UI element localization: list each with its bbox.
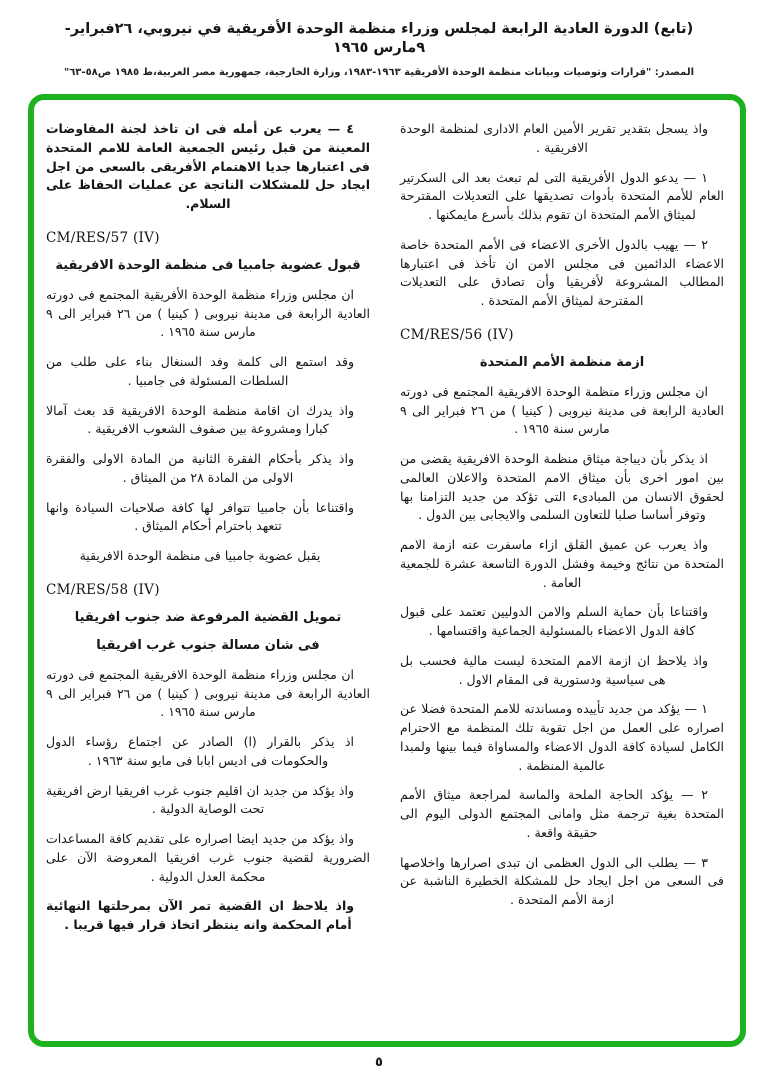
paragraph: واذ يؤكد من جديد ان اقليم جنوب غرب افريقيا ارض افريقية تحت الوصاية الدولية . — [46, 782, 354, 817]
paragraph: ٢ — يهيب بالدول الأخرى الاعضاء فى الأمم المتحدة خاصة الاعضاء الدائمين فى مجلس الامن ان تأخذ فى اعتبارها المطالب المشروعة لأفريقيا وأن تصادق على التعديلات المقترحة لميثاق الأمم المتحدة . — [400, 236, 724, 308]
paragraph: ان مجلس وزراء منظمة الوحدة الافريقية المجتمع فى دورته العادية الرابعة فى مدينة نيروبى ( كينيا ) من ٢٦ فبراير الى ٩ مارس سنة ١٩٦٥ . — [46, 666, 370, 720]
paragraph: اذ يذكر بالقرار (ا) الصادر عن اجتماع رؤساء الدول والحكومات فى اديس ابابا فى مايو سنة ١٩٦٣ . — [46, 734, 354, 768]
page-header — [0, 0, 758, 78]
paragraph: ٢ — يؤكد الحاجة الملحة والماسة لمراجعة ميثاق الأمم المتحدة بغية ترجمة مثل وامانى المجتمع الدولى اليوم الى حقيقة واقعة . — [400, 787, 724, 840]
paragraph: ١ — يدعو الدول الأفريقية التى لم تبعث بعد الى السكرتير العام للأمم المتحدة بأدوات تصديقها على التعديلات المقترحة لميثاق الأمم المتحدة ان تقوم بذلك بأسرع مايمكنها . — [400, 169, 724, 222]
paragraph: واذ يذكر بأحكام الفقرة الثانية من المادة الاولى والفقرة الاولى من المادة ٢٨ من الميثاق . — [46, 451, 354, 485]
resolution-heading: تمويل القضية المرفوعة ضد جنوب افريقيا — [74, 609, 342, 625]
resolution-ref: CM/RES/56 (IV) — [400, 326, 514, 343]
resolution-ref: CM/RES/57 (IV) — [46, 229, 160, 246]
paragraph: ١ — يؤكد من جديد تأييده ومساندته للامم المتحدة فضلا عن اصراره على العمل من اجل تقوية تلك المنظمة مع الاحترام الكامل لسيادة كافة الدول الاعضاء والمساواة فيما بينها ولمبدا عالمية المنظمة . — [400, 701, 724, 773]
column-left — [46, 120, 370, 1031]
resolution-heading: قبول عضوية جامبيا فى منظمة الوحدة الافريقية — [55, 257, 361, 273]
column-right — [400, 120, 724, 1031]
document-source-line: المصدر: "قرارات وتوصيات وبيانات منظمة الوحدة الأفريقية ١٩٦٣-١٩٨٣، وزارة الخارجية، جمهورية مصر العربية،ط ١٩٨٥ ص٥٨-٦٣" — [63, 66, 695, 78]
paragraph: واذ يلاحظ ان القضية تمر الآن بمرحلتها النهائية أمام المحكمة وانه ينتظر اتخاذ قرار فيها قريبا . — [46, 898, 354, 932]
paragraph: ان مجلس وزراء منظمة الوحدة الافريقية المجتمع فى دورته العادية الرابعة فى مدينة نيروبى ( كينيا ) من ٢٦ فبراير الى ٩ مارس سنة ١٩٦٥ . — [400, 383, 724, 437]
paragraph: واذ يعرب عن عميق القلق ازاء ماسفرت عنه ازمة الامم المتحدة من نتائج وخيمة وفشل الدورة التاسعة عشرة للجمعية العامة . — [400, 537, 724, 590]
paragraph: يقبل عضوية جامبيا فى منظمة الوحدة الافريقية — [79, 548, 321, 563]
paragraph: ان مجلس وزراء منظمة الوحدة الأفريقية المجتمع فى دورته العادية الرابعة فى مدينة نيروبى ( كينيا ) من ٢٦ فبراير الى ٩ مارس سنة ١٩٦٥ . — [46, 286, 370, 340]
paragraph: واذ يؤكد من جديد ايضا اصراره على تقديم كافة المساعدات الضرورية لقضية جنوب غرب افريقيا المعروضة الآن على محكمة العدل الدولية . — [46, 831, 370, 884]
paragraph: اذ يذكر بأن ديباجة ميثاق منظمة الوحدة الافريقية يقضى من بين امور اخرى بأن ميثاق الامم المتحدة والاعلان العالمى لحقوق الانسان من المبادىء التى تؤكد من جديد التزامنا بها وتوفر أساسا صلبا للتعاون السلمى والايجابى بين الدول . — [400, 451, 724, 523]
paragraph: واذ يلاحظ ان ازمة الامم المتحدة ليست مالية فحسب بل هى سياسية ودستورية فى المقام الاول . — [400, 652, 708, 687]
resolution-heading: فى شان مسالة جنوب غرب افريقيا — [96, 637, 320, 653]
paragraph: واقتناعا بأن جامبيا تتوافر لها كافة صلاحيات السيادة وانها تتعهد باحترام أحكام الميثاق . — [46, 499, 354, 534]
paragraph: وقد استمع الى كلمة وفد السنغال بناء على طلب من السلطات المسئولة فى جامبيا . — [46, 354, 354, 388]
paragraph: ٣ — يطلب الى الدول العظمى ان تبدى اصرارها واخلاصها فى السعى من اجل ايجاد حل للمشكلة الخطيرة الناشبة عن ازمة الأمم المتحدة . — [400, 854, 724, 907]
paragraph: واقتناعا بأن حماية السلم والامن الدوليين تعتمد على قبول كافة الدول الاعضاء بالمسئولية الجماعية واقتسامها . — [400, 604, 708, 638]
page-number: ٥ — [375, 1055, 383, 1070]
resolution-ref: CM/RES/58 (IV) — [46, 581, 160, 598]
resolution-heading: ازمة منظمة الأمم المتحدة — [479, 354, 645, 370]
paragraph: واذ يسجل بتقدير تقرير الأمين العام الادارى لمنظمة الوحدة الافريقية . — [400, 121, 708, 155]
paragraph: ٤ — يعرب عن أمله فى ان تاخذ لجنة المفاوضات المعينة من قبل رئيس الجمعية العامة للامم المتحدة فى اعتبارها جديا الاهتمام الأفريقى بالسعى من اجل ايجاد حل للمشكلات الناتجة عن عمليات الحفاظ على السلام. — [46, 121, 370, 211]
green-border-frame — [28, 94, 746, 1047]
document-title: (تابع) الدورة العادية الرابعة لمجلس وزراء منظمة الوحدة الأفريقية في نيروبي، ٢٦فبراير- ٩مارس ١٩٦٥ — [64, 21, 694, 56]
paragraph: واذ يدرك ان اقامة منظمة الوحدة الافريقية قد بعث آمالا كبارا ومشروعة بين صفوف الشعوب الافريقية . — [46, 402, 354, 437]
